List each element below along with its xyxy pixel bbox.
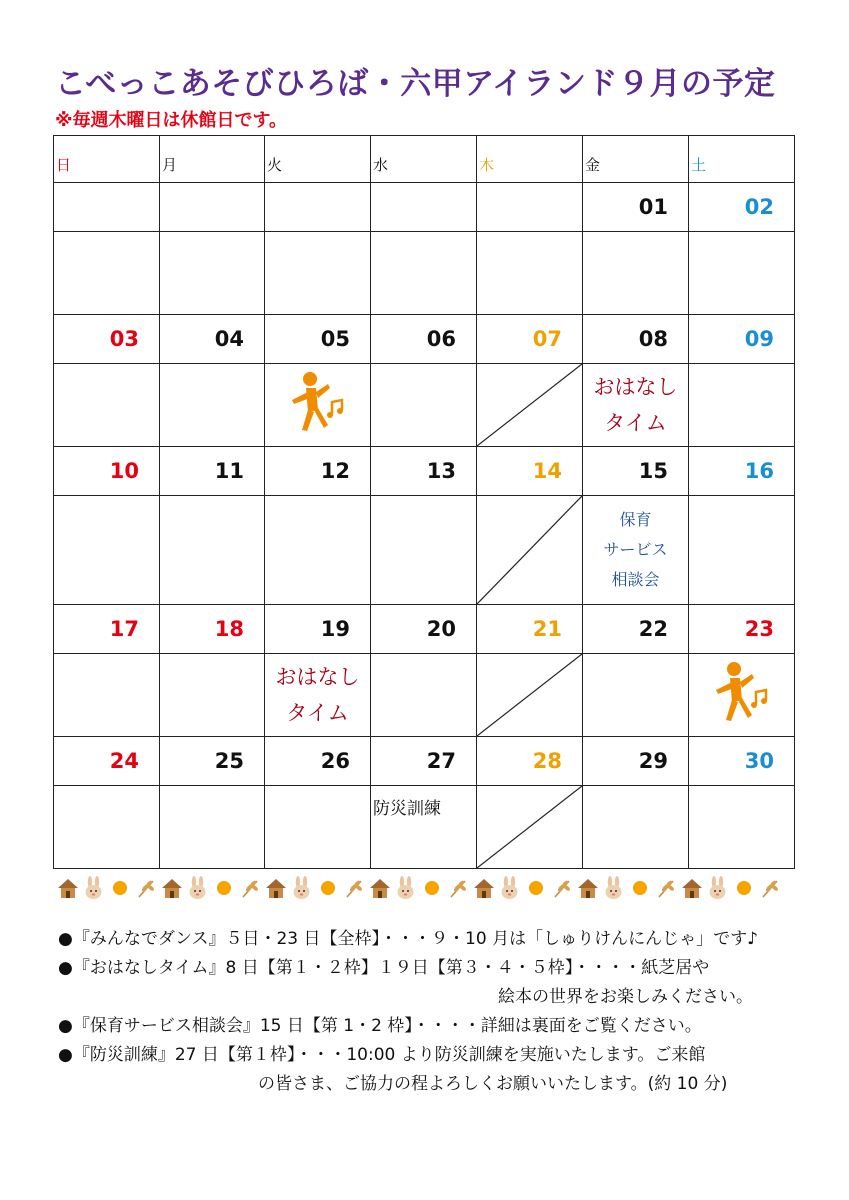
date-cell	[371, 183, 477, 232]
date-cell: 20	[371, 605, 477, 654]
hut-icon	[575, 875, 601, 901]
wheat-icon	[237, 875, 263, 901]
wheat-icon	[341, 875, 367, 901]
event-bousai: 防災訓練	[373, 799, 441, 819]
date-cell: 21	[477, 605, 583, 654]
date-cell: 16	[689, 447, 795, 496]
note-dance: ●『みんなでダンス』５日・23 日【全枠】・・・９・10 月は「しゅりけんにんじゃ」です♪	[58, 929, 758, 949]
closed-day-notice: ※毎週木曜日は休館日です。	[55, 110, 288, 131]
decorative-border	[55, 873, 795, 903]
week-5-events	[54, 786, 795, 869]
date-cell: 17	[54, 605, 160, 654]
week-4-dates	[54, 605, 795, 654]
event-ohanashi-line1: おはなし	[275, 665, 360, 689]
week-1-events	[54, 232, 795, 315]
week-1-dates	[54, 183, 795, 232]
notes	[58, 925, 808, 1099]
event-hoiku-line3: 相談会	[611, 570, 660, 589]
date-cell: 12	[265, 447, 371, 496]
date-cell: 11	[160, 447, 265, 496]
date-cell: 09	[689, 315, 795, 364]
hut-icon	[679, 875, 705, 901]
weekday-sat: 土	[689, 136, 795, 183]
week-5-dates	[54, 737, 795, 786]
wheat-icon	[653, 875, 679, 901]
event-ohanashi-cell	[583, 364, 689, 447]
closed-slash	[477, 654, 582, 736]
note-hoiku: ●『保育サービス相談会』15 日【第 1・2 枠】・・・・詳細は裏面をご覧ください。	[58, 1016, 702, 1036]
date-cell: 08	[583, 315, 689, 364]
rabbit-icon	[497, 875, 523, 901]
date-cell: 25	[160, 737, 265, 786]
rabbit-icon	[81, 875, 107, 901]
dancing-person-icon	[286, 370, 350, 440]
note-ohanashi-cont: 絵本の世界をお楽しみください。	[498, 987, 753, 1007]
date-cell: 19	[265, 605, 371, 654]
closed-day-cell	[477, 654, 583, 737]
date-cell: 14	[477, 447, 583, 496]
dance-cell	[265, 364, 371, 447]
rabbit-icon	[601, 875, 627, 901]
date-cell: 05	[265, 315, 371, 364]
closed-day-cell	[477, 786, 583, 869]
date-cell: 28	[477, 737, 583, 786]
event-ohanashi-line2: タイム	[286, 701, 349, 725]
event-ohanashi-line2: タイム	[604, 411, 667, 435]
sun-icon	[315, 875, 341, 901]
wheat-icon	[757, 875, 783, 901]
sun-icon	[419, 875, 445, 901]
weekday-tue: 火	[265, 136, 371, 183]
date-cell: 29	[583, 737, 689, 786]
week-3-dates	[54, 447, 795, 496]
weekday-header	[54, 136, 795, 183]
rabbit-icon	[185, 875, 211, 901]
hut-icon	[471, 875, 497, 901]
date-cell: 06	[371, 315, 477, 364]
weekday-sun: 日	[54, 136, 160, 183]
date-cell: 15	[583, 447, 689, 496]
date-cell	[265, 183, 371, 232]
rabbit-icon	[289, 875, 315, 901]
event-ohanashi-line1: おはなし	[593, 375, 678, 399]
hut-icon	[159, 875, 185, 901]
closed-slash	[477, 786, 582, 868]
week-4-events	[54, 654, 795, 737]
sun-icon	[107, 875, 133, 901]
event-ohanashi-cell	[265, 654, 371, 737]
rabbit-icon	[393, 875, 419, 901]
date-cell: 02	[689, 183, 795, 232]
date-cell: 10	[54, 447, 160, 496]
date-cell: 03	[54, 315, 160, 364]
sun-icon	[211, 875, 237, 901]
date-cell	[54, 183, 160, 232]
weekday-wed: 水	[371, 136, 477, 183]
date-cell	[160, 183, 265, 232]
date-cell: 22	[583, 605, 689, 654]
date-cell: 26	[265, 737, 371, 786]
event-hoiku-line1: 保育	[619, 510, 652, 529]
date-cell: 27	[371, 737, 477, 786]
event-bousai-cell	[371, 786, 477, 869]
sun-icon	[523, 875, 549, 901]
hut-icon	[263, 875, 289, 901]
hut-icon	[367, 875, 393, 901]
weekday-fri: 金	[583, 136, 689, 183]
weekday-thu: 木	[477, 136, 583, 183]
sun-icon	[731, 875, 757, 901]
date-cell: 24	[54, 737, 160, 786]
date-cell: 13	[371, 447, 477, 496]
hut-icon	[55, 875, 81, 901]
closed-day-cell	[477, 496, 583, 605]
weekday-mon: 月	[160, 136, 265, 183]
week-3-events	[54, 496, 795, 605]
date-cell: 04	[160, 315, 265, 364]
closed-slash	[477, 364, 582, 446]
event-hoiku-cell	[583, 496, 689, 605]
rabbit-icon	[705, 875, 731, 901]
event-hoiku-line2: サービス	[603, 540, 668, 559]
date-cell	[477, 183, 583, 232]
date-cell: 01	[583, 183, 689, 232]
wheat-icon	[133, 875, 159, 901]
wheat-icon	[549, 875, 575, 901]
date-cell: 07	[477, 315, 583, 364]
page-title: こべっこあそびひろば・六甲アイランド９月の予定	[55, 66, 776, 102]
date-cell: 18	[160, 605, 265, 654]
dance-cell	[689, 654, 795, 737]
calendar	[53, 135, 795, 869]
sun-icon	[627, 875, 653, 901]
wheat-icon	[445, 875, 471, 901]
week-2-events	[54, 364, 795, 447]
week-2-dates	[54, 315, 795, 364]
note-ohanashi: ●『おはなしタイム』8 日【第１・２枠】１９日【第３・４・５枠】・・・・紙芝居や	[58, 958, 710, 978]
dancing-person-icon	[710, 660, 774, 730]
closed-slash	[477, 496, 582, 604]
date-cell: 30	[689, 737, 795, 786]
note-bousai-cont: の皆さま、ご協力の程よろしくお願いいたします。(約 10 分)	[258, 1074, 728, 1094]
note-bousai: ●『防災訓練』27 日【第１枠】・・・10:00 より防災訓練を実施いたします。ご来館	[58, 1045, 706, 1065]
date-cell: 23	[689, 605, 795, 654]
closed-day-cell	[477, 364, 583, 447]
